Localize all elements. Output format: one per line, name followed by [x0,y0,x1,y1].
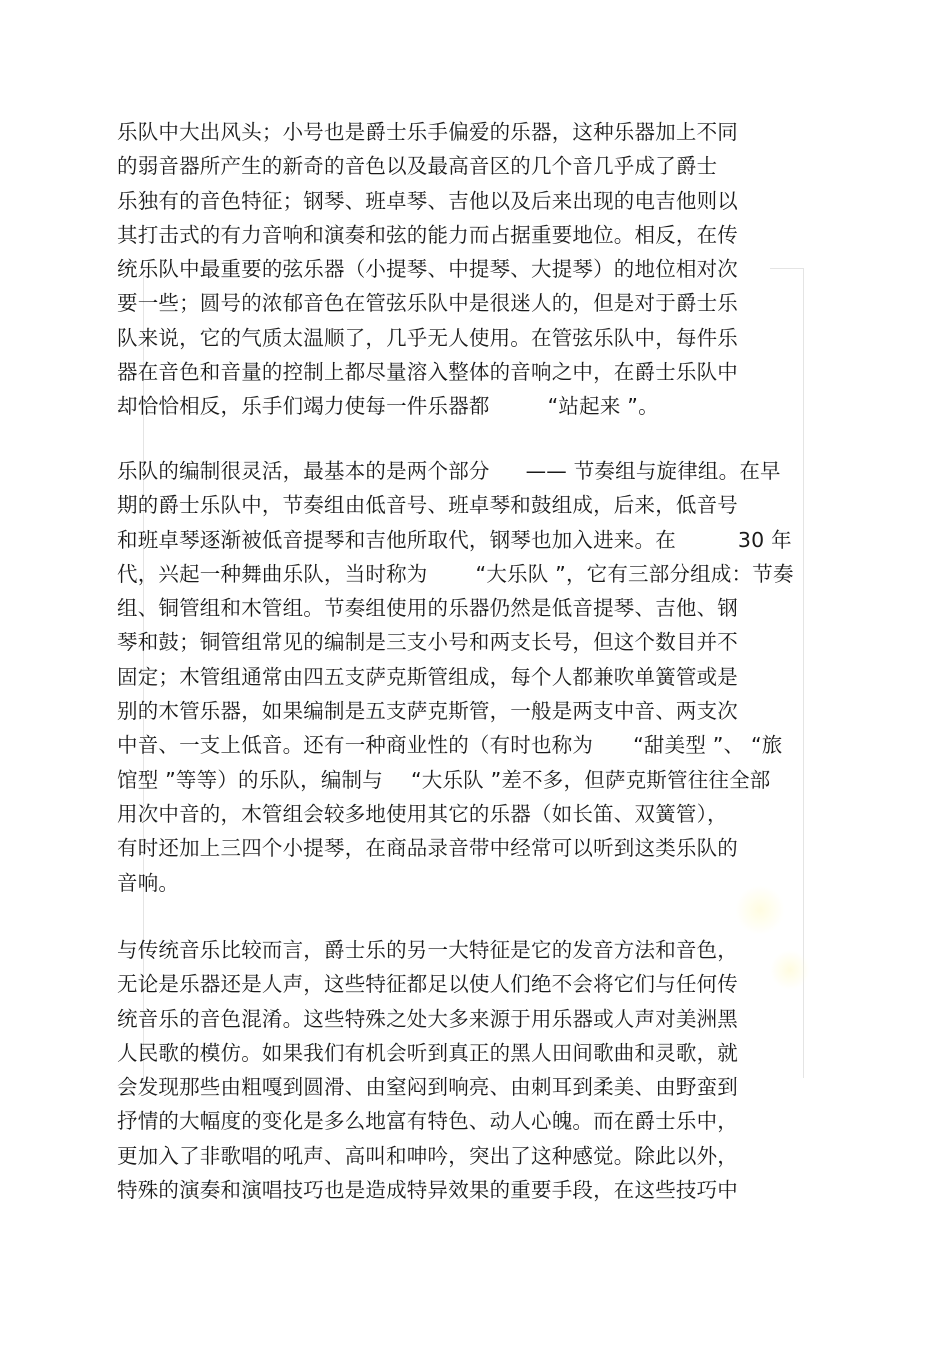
text-line [117,557,837,591]
text-segment: 要一些；圆号的浓郁音色在管弦乐队中是很迷人的，但是对于爵士乐 [117,291,738,316]
text-segment: 乐独有的音色特征；钢琴、班卓琴、吉他以及后来出现的电吉他则以 [117,188,738,213]
text-line [117,523,837,557]
text-line [117,728,837,762]
text-segment: 与传统音乐比较而言，爵士乐的另一大特征是它的发音方法和音色， [117,938,738,962]
text-line [117,184,837,218]
text-segment: 统乐队中最重要的弦乐器（小提琴、中提琴、大提琴）的地位相对次 [117,257,738,282]
text-segment: 馆型 ”等等）的乐队，编制与 [117,767,383,792]
text-segment: 乐队中大出风头；小号也是爵士乐手偏爱的乐器，这种乐器加上不同 [117,120,738,144]
text-segment: “站起来 ”。 [547,394,659,419]
text-line [117,866,837,900]
text-segment: 固定；木管组通常由四五支萨克斯管组成，每个人都兼吹单簧管或是 [117,664,738,689]
paragraph-1 [117,115,837,424]
text-line [117,1173,837,1207]
text-line [117,355,837,389]
paragraph-2 [117,454,837,900]
text-segment: 队来说，它的气质太温顺了，几乎无人使用。在管弦乐队中，每件乐 [117,325,738,350]
text-line [117,149,837,183]
text-line [117,933,837,967]
text-line [117,763,837,797]
text-line [117,321,837,355]
text-segment: 有时还加上三四个小提琴，在商品录音带中经常可以听到这类乐队的 [117,836,738,861]
text-line [117,252,837,286]
text-segment: “大乐队 ”，它有三部分组成：节奏 [475,561,794,586]
text-line [117,831,837,865]
text-line [117,1139,837,1173]
text-segment: 器在音色和音量的控制上都尽量溶入整体的音响之中，在爵士乐队中 [117,360,738,385]
text-segment: 别的木管乐器，如果编制是五支萨克斯管，一般是两支中音、两支次 [117,699,738,724]
text-line [117,389,837,423]
text-segment: “甜美型 ”、 “旅 [633,733,783,758]
text-line [117,694,837,728]
text-segment: 统音乐的音色混淆。这些特殊之处大多来源于用乐器或人声对美洲黑 [117,1006,738,1031]
text-segment: 更加入了非歌唱的吼声、高叫和呻吟，突出了这种感觉。除此以外， [117,1143,738,1168]
text-segment: 无论是乐器还是人声，这些特征都足以使人们绝不会将它们与任何传 [117,972,738,997]
text-segment: 中音、一支上低音。还有一种商业性的（有时也称为 [117,733,594,758]
text-segment: 代，兴起一种舞曲乐队，当时称为 [117,561,428,586]
text-line [117,1002,837,1036]
text-segment: 的弱音器所产生的新奇的音色以及最高音区的几个音几乎成了爵士 [117,154,718,179]
text-line [117,286,837,320]
text-segment: 其打击式的有力音响和演奏和弦的能力而占据重要地位。相反，在传 [117,222,738,247]
text-line [117,488,837,522]
text-segment: 和班卓琴逐渐被低音提琴和吉他所取代，钢琴也加入进来。在 [117,527,676,552]
text-line [117,625,837,659]
text-segment: —— 节奏组与旋律组。在早 [525,459,781,483]
text-segment: 乐队的编制很灵活，最基本的是两个部分 [117,459,490,483]
text-segment: 组、铜管组和木管组。节奏组使用的乐器仍然是低音提琴、吉他、钢 [117,596,738,621]
text-segment: 期的爵士乐队中，节奏组由低音号、班卓琴和鼓组成，后来，低音号 [117,493,738,518]
text-line [117,967,837,1001]
text-segment: 特殊的演奏和演唱技巧也是造成特异效果的重要手段，在这些技巧中 [117,1178,738,1203]
text-segment: 30 年 [737,527,792,552]
text-segment: 却恰恰相反，乐手们竭力使每一件乐器都 [117,394,490,419]
text-line [117,454,837,488]
text-segment: 会发现那些由粗嘎到圆滑、由窒闷到响亮、由刺耳到柔美、由野蛮到 [117,1075,738,1100]
text-line [117,1070,837,1104]
text-segment: “大乐队 ”差不多，但萨克斯管往往全部 [410,767,771,792]
text-line [117,660,837,694]
text-line [117,115,837,149]
text-line [117,1036,837,1070]
text-line [117,591,837,625]
text-line [117,218,837,252]
paragraph-3 [117,933,837,1207]
text-segment: 音响。 [117,870,180,895]
text-line [117,1104,837,1138]
text-segment: 琴和鼓；铜管组常见的编制是三支小号和两支长号，但这个数目并不 [117,630,738,655]
text-segment: 用次中音的，木管组会较多地使用其它的乐器（如长笛、双簧管）， [117,801,728,826]
text-segment: 人民歌的模仿。如果我们有机会听到真正的黑人田间歌曲和灵歌，就 [117,1040,738,1065]
text-segment: 抒情的大幅度的变化是多么地富有特色、动人心魄。而在爵士乐中， [117,1109,738,1134]
text-line [117,797,837,831]
